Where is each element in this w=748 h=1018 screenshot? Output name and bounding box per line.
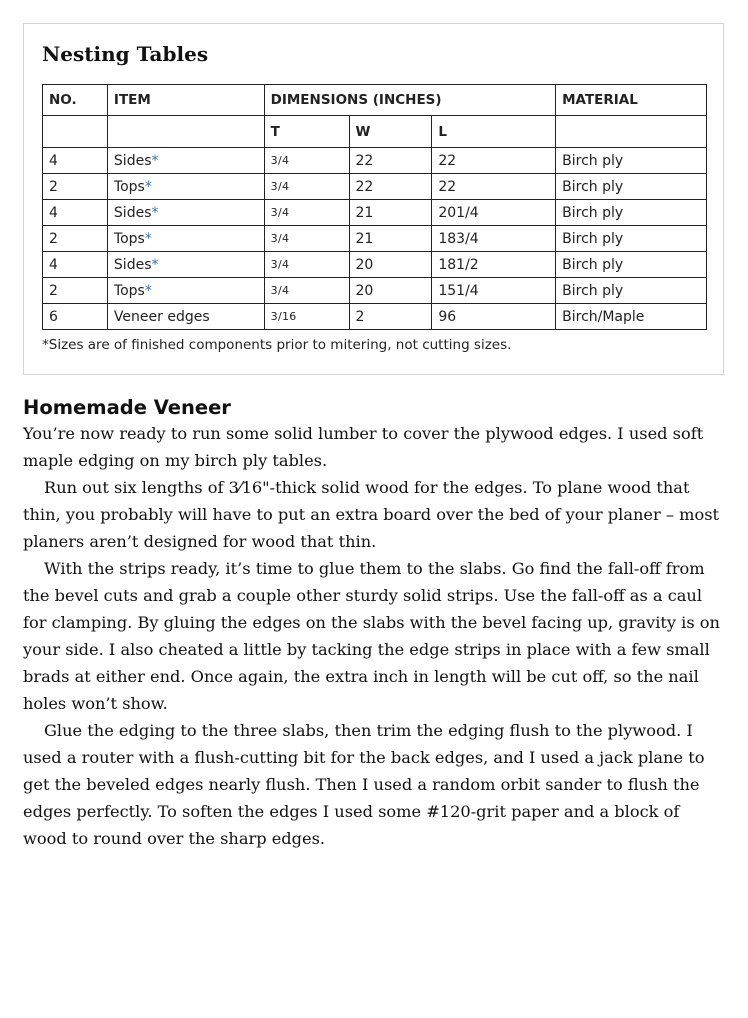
cell-thickness: 3/4 <box>264 252 349 278</box>
cell-width: 21 <box>349 200 432 226</box>
cell-material: Birch ply <box>556 252 707 278</box>
footnote-marker: * <box>151 256 159 273</box>
cell-item <box>107 148 264 174</box>
footnote-marker: * <box>151 152 159 169</box>
table-row <box>43 278 707 304</box>
cutlist-table <box>42 84 707 330</box>
item-name: Tops <box>113 230 145 247</box>
item-name: Veneer edges <box>113 308 210 325</box>
cell-length: 183/4 <box>432 226 556 252</box>
subheader-empty <box>107 116 264 148</box>
table-row <box>43 200 707 226</box>
cell-item <box>107 304 264 330</box>
cell-no: 2 <box>43 278 108 304</box>
cell-length: 201/4 <box>432 200 556 226</box>
cell-no: 4 <box>43 252 108 278</box>
item-name: Tops <box>113 282 145 299</box>
cell-item <box>107 200 264 226</box>
cell-width: 2 <box>349 304 432 330</box>
cell-thickness: 3/4 <box>264 200 349 226</box>
header-width: W <box>349 116 432 148</box>
paragraph: You’re now ready to run some solid lumber to cover the plywood edges. I used soft maple edging on my birch ply tables. <box>23 424 704 470</box>
cell-width: 21 <box>349 226 432 252</box>
subheader-empty <box>556 116 707 148</box>
table-row <box>43 226 707 252</box>
cell-thickness: 3/4 <box>264 278 349 304</box>
cell-length: 96 <box>432 304 556 330</box>
cell-no: 4 <box>43 148 108 174</box>
paragraph: Glue the edging to the three slabs, then trim the edging flush to the plywood. I used a router with a flush-cutting bit for the back edges, and I used a jack plane to get the beveled edges nearly flush. Then I used a random orbit sander to flush the edges perfectly. To soften the edges I used some #120-grit paper and a block of wood to round over the sharp edges. <box>23 721 705 848</box>
cell-thickness: 3/4 <box>264 174 349 200</box>
cell-width: 20 <box>349 278 432 304</box>
item-name: Sides <box>113 256 152 273</box>
article-body <box>23 420 725 852</box>
item-name: Sides <box>113 204 152 221</box>
cutlist-footnote: *Sizes are of finished components prior to mitering, not cutting sizes. <box>42 337 512 353</box>
header-row <box>43 85 707 116</box>
cell-material: Birch ply <box>556 148 707 174</box>
table-row <box>43 304 707 330</box>
cell-material: Birch ply <box>556 278 707 304</box>
footnote-marker: * <box>144 282 152 299</box>
cell-material: Birch ply <box>556 174 707 200</box>
cell-no: 6 <box>43 304 108 330</box>
item-name: Sides <box>113 152 152 169</box>
cell-width: 20 <box>349 252 432 278</box>
cell-item <box>107 226 264 252</box>
header-length: L <box>432 116 556 148</box>
cell-length: 22 <box>432 174 556 200</box>
table-row <box>43 148 707 174</box>
cutlist-body <box>43 148 707 330</box>
cell-no: 2 <box>43 226 108 252</box>
cell-thickness: 3/4 <box>264 148 349 174</box>
cutlist-box <box>23 23 724 375</box>
table-row <box>43 252 707 278</box>
header-dimensions: DIMENSIONS (INCHES) <box>264 85 555 116</box>
cell-width: 22 <box>349 148 432 174</box>
item-name: Tops <box>113 178 145 195</box>
cell-width: 22 <box>349 174 432 200</box>
table-row <box>43 174 707 200</box>
footnote-marker: * <box>144 230 152 247</box>
cell-item <box>107 278 264 304</box>
header-item: ITEM <box>107 85 264 116</box>
subheader-row <box>43 116 707 148</box>
cell-item <box>107 174 264 200</box>
cell-material: Birch/Maple <box>556 304 707 330</box>
cell-thickness: 3/4 <box>264 226 349 252</box>
footnote-marker: * <box>151 204 159 221</box>
header-material: MATERIAL <box>556 85 707 116</box>
cell-no: 4 <box>43 200 108 226</box>
paragraph: Run out six lengths of 3⁄16"-thick solid wood for the edges. To plane wood that thin, you probably will have to put an extra board over the bed of your planer – most planers aren’t designed for wood that thin. <box>23 478 720 551</box>
header-no: NO. <box>43 85 108 116</box>
cell-length: 22 <box>432 148 556 174</box>
paragraph: With the strips ready, it’s time to glue them to the slabs. Go find the fall-off from the bevel cuts and grab a couple other sturdy solid strips. Use the fall-off as a caul for clamping. By gluing the edges on the slabs with the bevel facing up, gravity is on your side. I also cheated a little by tacking the edge strips in place with a few small brads at either end. Once again, the extra inch in length will be cut off, so the nail holes won’t show. <box>23 559 720 713</box>
cell-material: Birch ply <box>556 226 707 252</box>
cell-length: 181/2 <box>432 252 556 278</box>
cell-item <box>107 252 264 278</box>
cell-material: Birch ply <box>556 200 707 226</box>
cell-no: 2 <box>43 174 108 200</box>
cell-thickness: 3/16 <box>264 304 349 330</box>
header-thickness: T <box>264 116 349 148</box>
footnote-marker: * <box>144 178 152 195</box>
cell-length: 151/4 <box>432 278 556 304</box>
section-heading: Homemade Veneer <box>23 396 231 419</box>
subheader-empty <box>43 116 108 148</box>
cutlist-title: Nesting Tables <box>42 42 209 66</box>
